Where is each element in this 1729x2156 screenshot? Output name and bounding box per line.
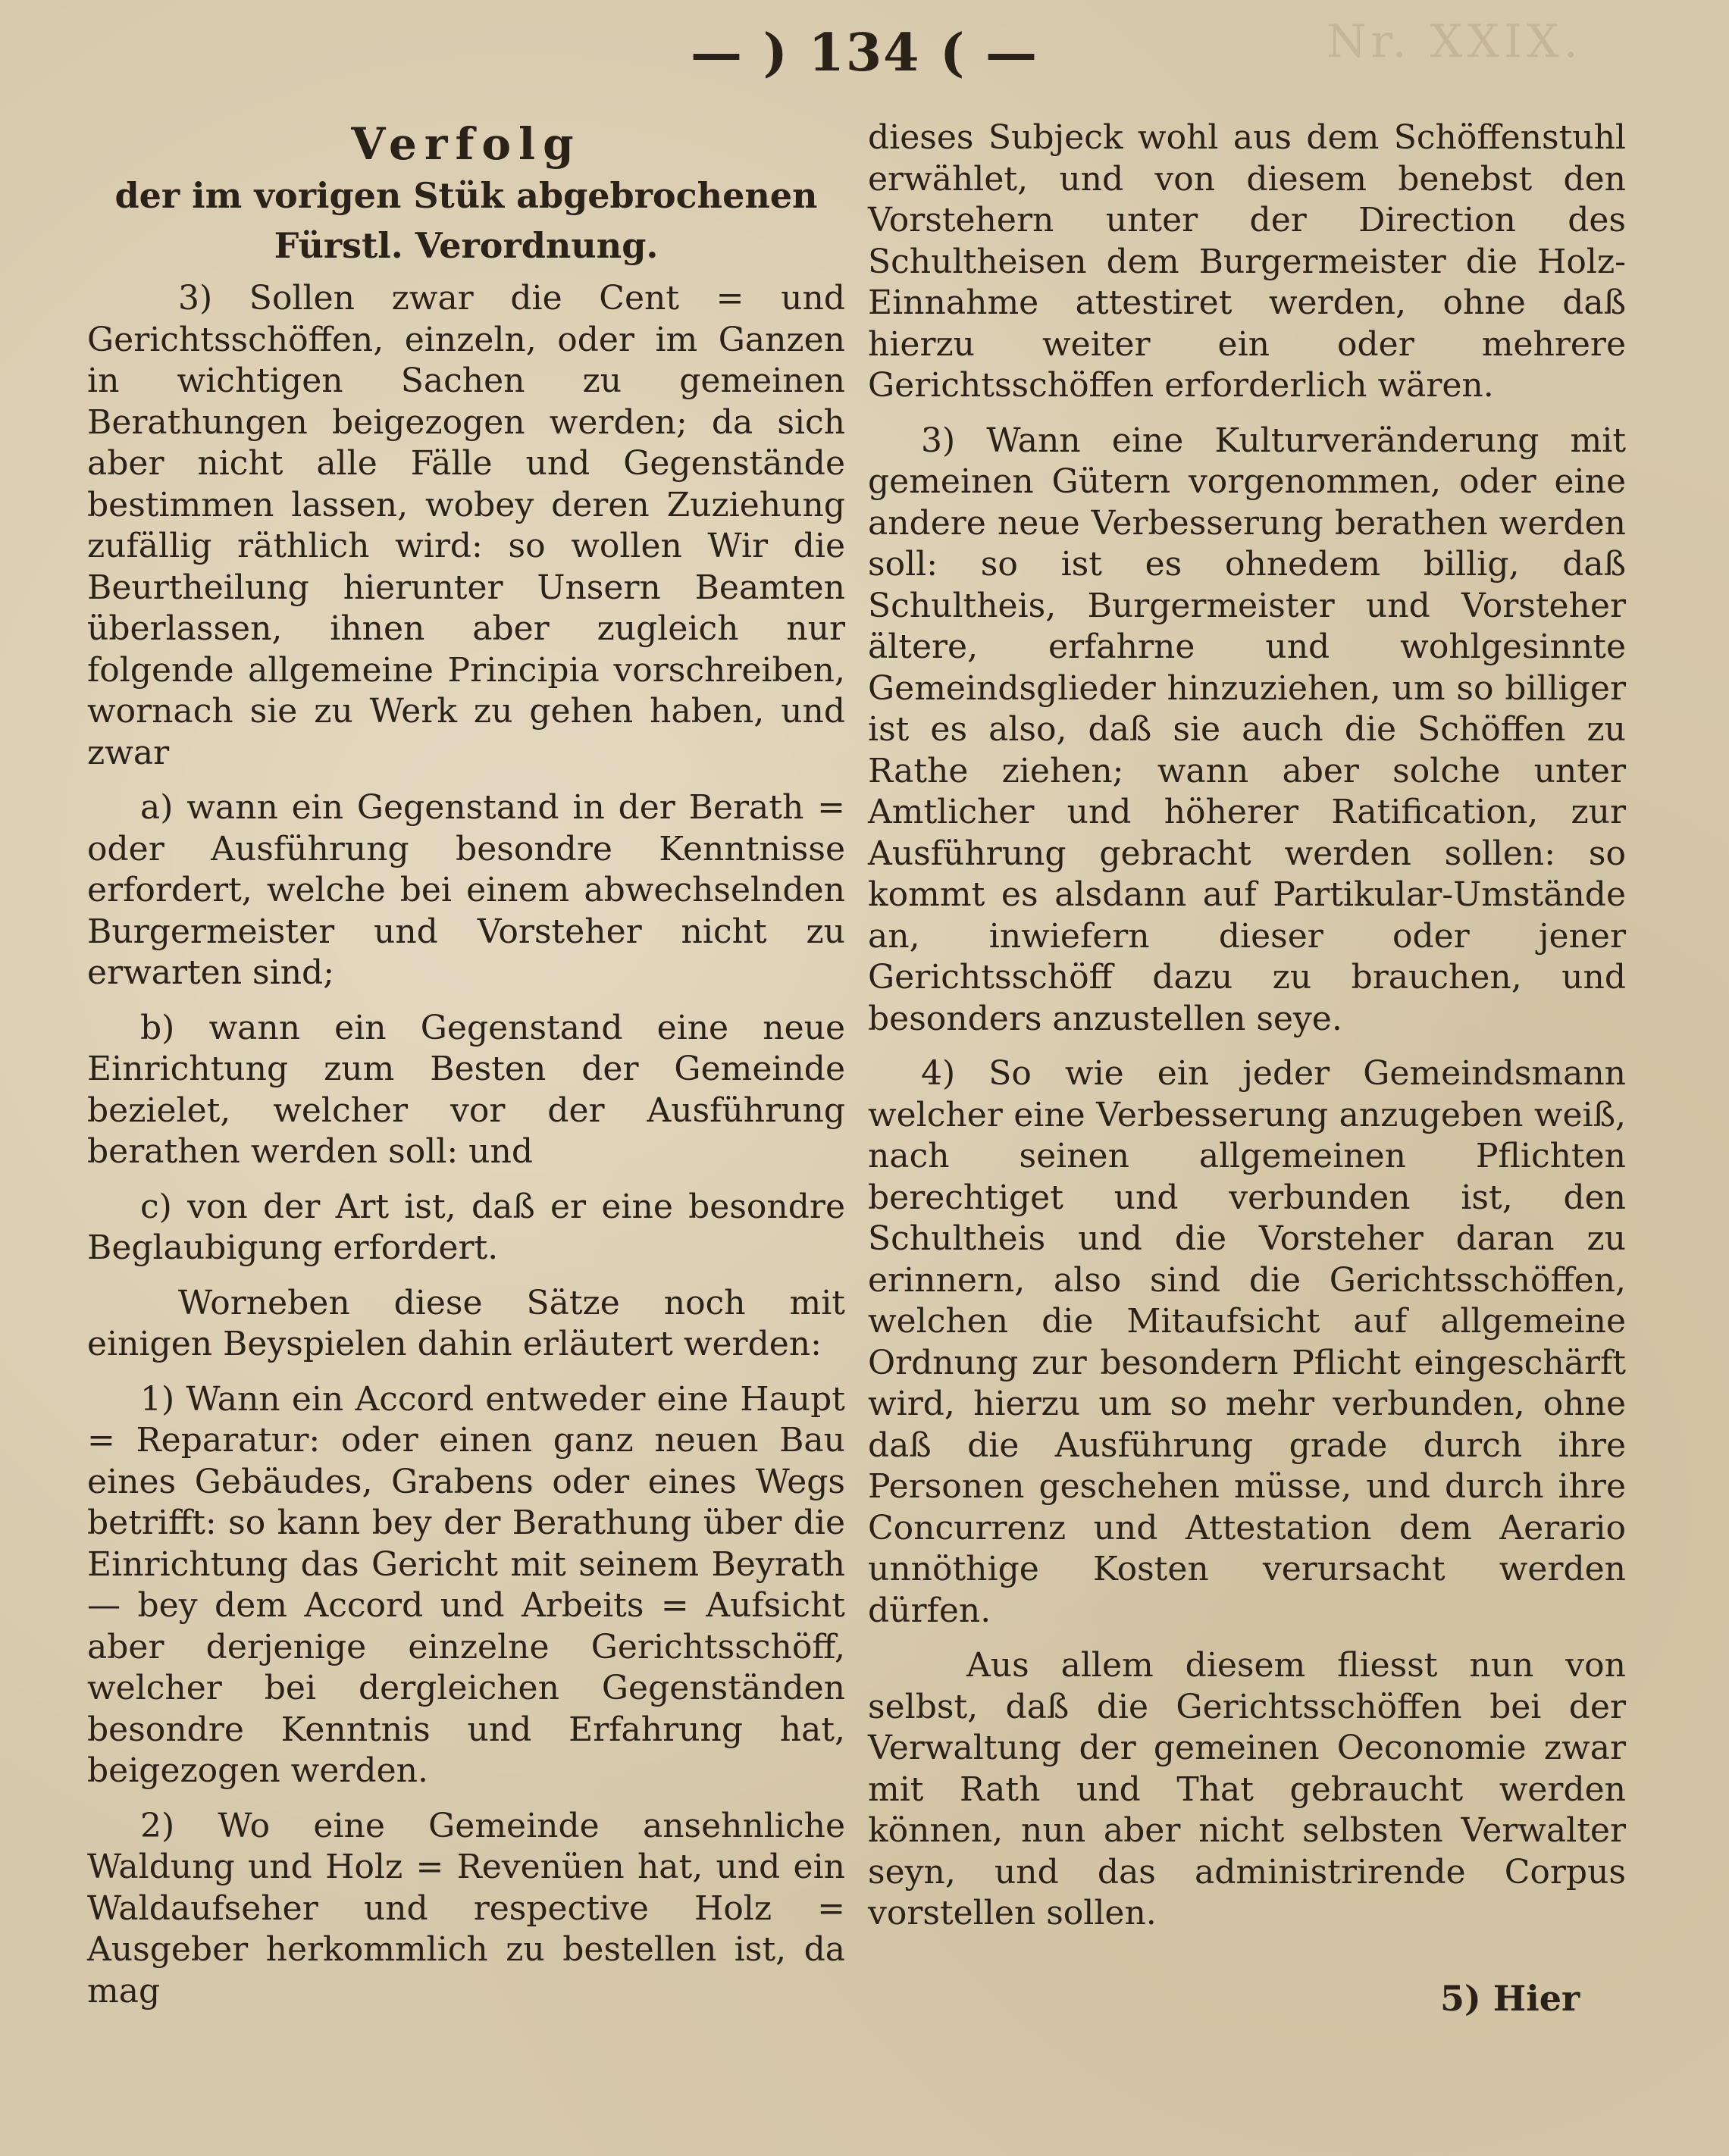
section-subtitle-2: Fürstl. Verordnung.	[274, 225, 659, 266]
paragraph: Aus allem diesem fliesst nun von selbst, daß die Gerichtsschöffen bei der Verwaltung der gemeinen Oeconomie zwar mit Rath und That gebraucht werden können, nun aber nicht selbsten Verwalter seyn, und das administrirende Corpus vorstellen sollen.	[868, 1646, 1626, 1932]
numbered-item-1: 1) Wann ein Accord entweder eine Haupt = Reparatur: oder einen ganz neuen Bau eines Gebäudes, Grabens oder eines Wegs betrifft: so kann bey der Berathung über die Einrichtung das Gericht mit seinem Beyrath — bey dem Accord und Arbeits = Aufsicht aber derjenige einzelne Gerichtsschöff, welcher bei dergleichen Gegenständen besondre Kenntnis und Erfahrung hat, beigezogen werden.	[87, 1379, 845, 1790]
title-block	[87, 117, 845, 271]
paragraph-continued: dieses Subjeck wohl aus dem Schöffenstuhl erwählet, und von diesem benebst den Vorstehern unter der Direction des Schultheisen dem Burgermeister die Holz-Einnahme attestiret werden, ohne daß hierzu weiter ein oder mehrere Gerichtsschöffen erforderlich wären.	[868, 118, 1626, 405]
paragraph: 3) Sollen zwar die Cent = und Gerichtsschöffen, einzeln, oder im Ganzen in wichtigen Sachen zu gemeinen Berathungen beigezogen werden; da sich aber nicht alle Fälle und Gegenstände bestimmen lassen, wobey deren Zuziehung zufällig räthlich wird: so wollen Wir die Beurtheilung hierunter Unsern Beamten überlassen, ihnen aber zugleich nur folgende allgemeine Principia vorschreiben, wornach sie zu Werk zu gehen haben, und zwar	[87, 279, 845, 772]
left-column	[87, 117, 845, 2026]
paragraph: Worneben diese Sätze noch mit einigen Beyspielen dahin erläutert werden:	[87, 1283, 845, 1363]
bleed-through-text: Nr. XXIX.	[1327, 15, 1583, 68]
list-item-a: a) wann ein Gegenstand in der Berath = oder Ausführung besondre Kenntnisse erfordert, welche bei einem abwechselnden Burgermeister und Vorsteher nicht zu erwarten sind;	[87, 788, 845, 992]
right-column	[868, 117, 1626, 1948]
section-title: Verfolg	[351, 118, 581, 170]
numbered-item-4: 4) So wie ein jeder Gemeindsmann welcher eine Verbesserung anzugeben weiß, nach seinen allgemeinen Pflichten berechtiget und verbunden ist, den Schultheis und die Vorsteher daran zu erinnern, also sind die Gerichtsschöffen, welchen die Mitaufsicht auf allgemeine Ordnung zur besondern Pflicht eingeschärft wird, hierzu um so mehr verbunden, ohne daß die Ausführung grade durch ihre Personen geschehen müsse, und durch ihre Concurrenz und Attestation dem Aerario unnöthige Kosten verursacht werden dürfen.	[868, 1054, 1626, 1630]
numbered-item-3: 3) Wann eine Kulturveränderung mit gemeinen Gütern vorgenommen, oder eine andere neue Verbesserung berathen werden soll: so ist es ohnedem billig, daß Schultheis, Burgermeister und Vorsteher ältere, erfahrne und wohlgesinnte Gemeindsglieder hinzuziehen, um so billiger ist es also, daß sie auch die Schöffen zu Rathe ziehen; wann aber solche unter Amtlicher und höherer Ratification, zur Ausführung gebracht werden sollen: so kommt es alsdann auf Partikular-Umstände an, inwiefern dieser oder jener Gerichtsschöff dazu zu brauchen, und besonders anzustellen seye.	[868, 421, 1626, 1038]
list-item-c: c) von der Art ist, daß er eine besondre Beglaubigung erfordert.	[87, 1187, 845, 1267]
section-subtitle: der im vorigen Stük abgebrochenen	[114, 175, 818, 216]
catchword: 5) Hier	[1440, 1978, 1580, 2019]
numbered-item-2: 2) Wo eine Gemeinde ansehnliche Waldung und Holz = Revenüen hat, und ein Waldaufseher und respective Holz = Ausgeber herkommlich zu bestellen ist, da mag	[87, 1806, 845, 2010]
list-item-b: b) wann ein Gegenstand eine neue Einrichtung zum Besten der Gemeinde bezielet, welcher vor der Ausführung berathen werden soll: und	[87, 1008, 845, 1171]
page-number: — ) 134 ( —	[691, 23, 1038, 83]
